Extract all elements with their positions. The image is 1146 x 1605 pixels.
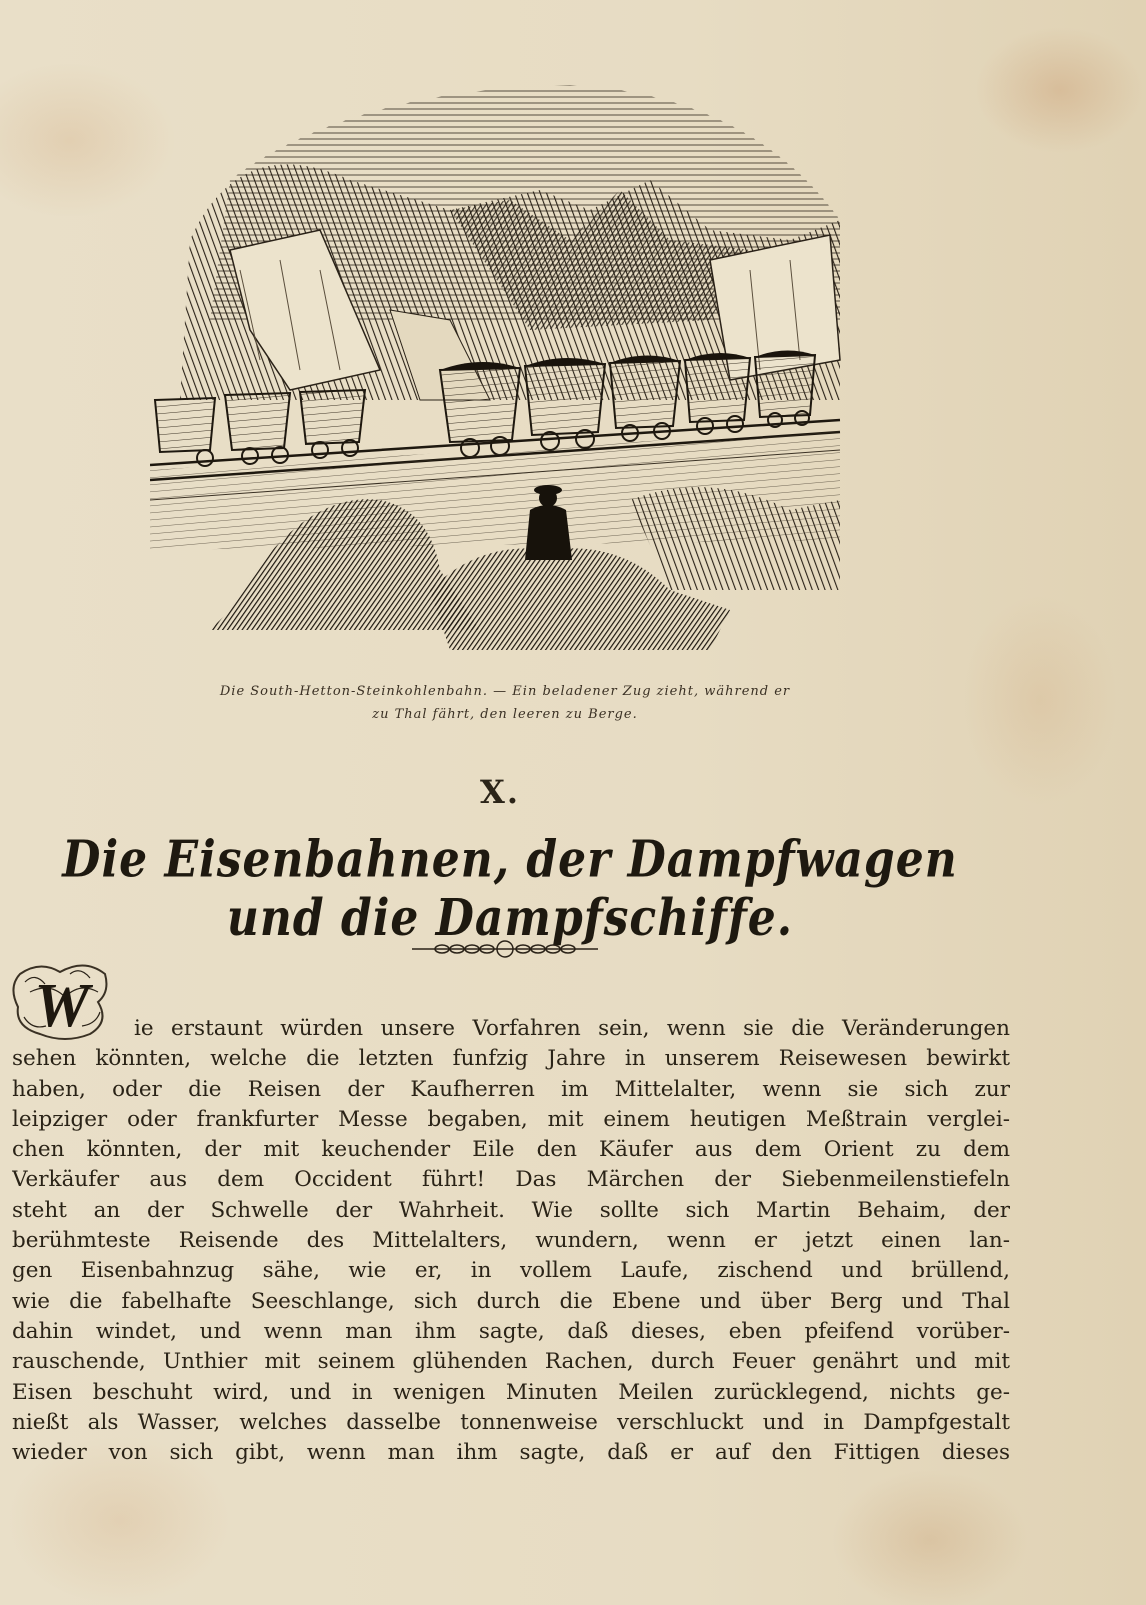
text-line: chen könnten, der mit keuchender Eile den Käufer aus dem Orient zu dem [12, 1137, 1010, 1163]
text-line: nießt als Wasser, welches dasselbe tonnenweise verschluckt und in Dampfgestalt [12, 1409, 1010, 1435]
caption-line-2: zu Thal fährt, den leeren zu Berge. [372, 707, 638, 722]
text-line: steht an der Schwelle der Wahrheit. Wie sollte sich Martin Behaim, der [12, 1197, 1010, 1223]
illustration-caption [160, 680, 850, 726]
text-line: gen Eisenbahnzug sähe, wie er, in vollem Laufe, zischend und brüllend, [12, 1258, 1010, 1284]
decorative-divider [412, 940, 598, 958]
text-line: dahin windet, und wenn man ihm sagte, daß dieses, eben pfeifend vorüber- [12, 1318, 1010, 1344]
text-line: haben, oder die Reisen der Kaufherren im Mittelalter, wenn sie sich zur [12, 1076, 1010, 1102]
text-line: berühmteste Reisende des Mittelalters, wundern, wenn er jetzt einen lan- [12, 1228, 1010, 1254]
text-line: Verkäufer aus dem Occident führt! Das Märchen der Siebenmeilenstiefeln [12, 1167, 1010, 1193]
text-line: leipziger oder frankfurter Messe begaben, mit einem heutigen Meßtrain verglei- [12, 1106, 1010, 1132]
text-line: rauschende, Unthier mit seinem glühenden Rachen, durch Feuer genährt und mit [12, 1349, 1010, 1375]
text-line: ie erstaunt würden unsere Vorfahren sein, wenn sie die Veränderungen [134, 1016, 1010, 1041]
text-line: Eisen beschuht wird, und in wenigen Minuten Meilen zurücklegend, nichts ge- [12, 1379, 1010, 1405]
text-line: wie die fabelhafte Seeschlange, sich durch die Ebene und über Berg und Thal [12, 1288, 1010, 1314]
caption-line-1: Die South-Hetton-Steinkohlenbahn. — Ein beladener Zug zieht, während er [219, 684, 791, 699]
chapter-number: X. [480, 773, 520, 811]
engraving-coal-railway [150, 70, 860, 670]
text-line: sehen könnten, welche die letzten funfzig Jahre in unserem Reisewesen bewirkt [12, 1046, 1010, 1072]
drop-cap-letter: W [34, 972, 90, 1040]
chapter-title: Die Eisenbahnen, der Dampfwagen und die Dampfschiffe. [62, 830, 958, 948]
chapter-body-text [12, 1014, 1010, 1468]
text-line: wieder von sich gibt, wenn man ihm sagte, daß er auf den Fittigen dieses [12, 1440, 1010, 1466]
